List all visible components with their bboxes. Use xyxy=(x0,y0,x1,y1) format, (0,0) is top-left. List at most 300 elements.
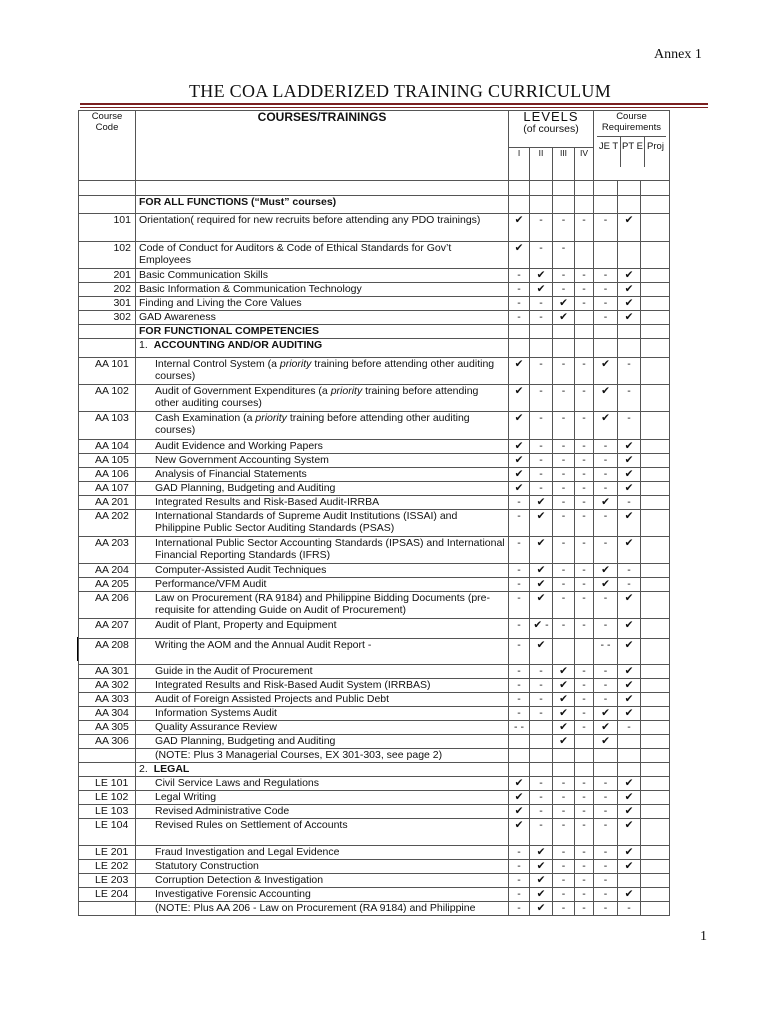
course-code: AA 303 xyxy=(79,693,136,707)
level-mark: - xyxy=(575,454,594,468)
requirement-mark: ✔ xyxy=(618,468,641,482)
level-mark: ✔ xyxy=(509,385,530,412)
course-title xyxy=(136,412,509,440)
level-mark: - xyxy=(575,214,594,242)
empty-cell xyxy=(618,196,641,214)
table-row xyxy=(79,735,670,749)
requirement-mark: - xyxy=(594,482,618,496)
requirements-title: Course Requirements xyxy=(601,111,662,133)
level-label: I xyxy=(509,148,530,181)
course-title: Integrated Results and Risk-Based Audit-IRRBA xyxy=(136,496,509,510)
level-mark: - xyxy=(575,592,594,619)
level-mark: - xyxy=(553,805,575,819)
level-mark: ✔ xyxy=(530,510,553,537)
section-row xyxy=(79,196,670,214)
level-mark: - xyxy=(575,358,594,385)
course-text: Cash Examination (a xyxy=(155,412,256,424)
requirement-mark: ✔ xyxy=(594,496,618,510)
title-rule-thin xyxy=(80,107,708,108)
empty-cell xyxy=(575,196,594,214)
level-mark: ✔ xyxy=(553,311,575,325)
requirement-mark xyxy=(641,805,670,819)
level-mark: - xyxy=(575,777,594,791)
empty-cell xyxy=(594,339,618,358)
course-title: New Government Accounting System xyxy=(136,454,509,468)
section-title: LEGAL xyxy=(153,763,190,775)
requirement-mark: - xyxy=(594,902,618,916)
course-code xyxy=(79,749,136,763)
requirement-mark xyxy=(641,846,670,860)
requirement-mark: - xyxy=(594,874,618,888)
level-mark: - xyxy=(575,679,594,693)
course-text: Audit of Government Expenditures (a xyxy=(155,385,331,397)
course-title: International Public Sector Accounting Standards (IPSAS) and International Financial Reporting Standards (IFRS) xyxy=(136,537,509,564)
empty-cell xyxy=(509,196,530,214)
req-pte: PT E xyxy=(621,137,645,167)
empty-cell xyxy=(594,196,618,214)
requirement-mark: ✔ xyxy=(594,564,618,578)
requirement-mark: ✔ xyxy=(618,440,641,454)
requirement-mark: - xyxy=(618,358,641,385)
requirement-mark xyxy=(641,564,670,578)
section-title: FOR FUNCTIONAL COMPETENCIES xyxy=(139,325,320,337)
table-row xyxy=(79,819,670,846)
course-code: LE 104 xyxy=(79,819,136,846)
requirement-mark xyxy=(641,665,670,679)
level-mark: ✔ xyxy=(530,496,553,510)
requirement-mark: - xyxy=(594,846,618,860)
courses-header: COURSES/TRAININGS xyxy=(136,111,509,181)
empty-cell xyxy=(530,325,553,339)
empty-cell xyxy=(509,325,530,339)
requirement-mark xyxy=(641,440,670,454)
empty-cell xyxy=(594,181,618,196)
empty-cell xyxy=(575,339,594,358)
empty-cell xyxy=(641,339,670,358)
requirement-mark xyxy=(641,385,670,412)
requirement-mark xyxy=(641,454,670,468)
course-code: 101 xyxy=(79,214,136,242)
table-row xyxy=(79,412,670,440)
level-mark: ✔ xyxy=(553,665,575,679)
table-row xyxy=(79,721,670,735)
level-mark: ✔ xyxy=(553,721,575,735)
course-code: 301 xyxy=(79,297,136,311)
course-code: AA 201 xyxy=(79,496,136,510)
requirement-mark: ✔ xyxy=(594,358,618,385)
course-title xyxy=(136,385,509,412)
course-title: Code of Conduct for Auditors & Code of Ethical Standards for Gov’t Employees xyxy=(136,242,509,269)
level-mark: - xyxy=(553,412,575,440)
level-mark: - xyxy=(575,537,594,564)
requirement-mark: - xyxy=(594,805,618,819)
level-mark: - xyxy=(575,564,594,578)
table-row xyxy=(79,665,670,679)
level-mark: ✔ xyxy=(530,902,553,916)
level-mark: - xyxy=(553,874,575,888)
empty-cell xyxy=(641,325,670,339)
requirement-mark xyxy=(641,468,670,482)
course-title: Corruption Detection & Investigation xyxy=(136,874,509,888)
level-mark: ✔ xyxy=(509,214,530,242)
empty-cell xyxy=(575,325,594,339)
level-mark: ✔ - xyxy=(530,619,553,639)
requirement-mark xyxy=(641,819,670,846)
course-title: Information Systems Audit xyxy=(136,707,509,721)
level-mark: ✔ xyxy=(530,846,553,860)
level-mark: - xyxy=(575,440,594,454)
course-title: Revised Administrative Code xyxy=(136,805,509,819)
table-row xyxy=(79,578,670,592)
empty-cell xyxy=(618,339,641,358)
level-mark: - xyxy=(509,510,530,537)
level-mark: - xyxy=(509,707,530,721)
requirement-mark: ✔ xyxy=(618,482,641,496)
level-mark: - xyxy=(553,269,575,283)
empty-cell xyxy=(641,196,670,214)
level-mark: ✔ xyxy=(509,412,530,440)
course-title: GAD Planning, Budgeting and Auditing xyxy=(136,735,509,749)
level-mark: ✔ xyxy=(509,819,530,846)
requirement-mark: ✔ xyxy=(618,860,641,874)
course-code: AA 301 xyxy=(79,665,136,679)
course-title: Legal Writing xyxy=(136,791,509,805)
table-row xyxy=(79,860,670,874)
course-code: AA 202 xyxy=(79,510,136,537)
course-code: LE 102 xyxy=(79,791,136,805)
requirement-mark: ✔ xyxy=(594,721,618,735)
level-mark: ✔ xyxy=(530,564,553,578)
level-mark: - xyxy=(530,311,553,325)
table-row xyxy=(79,214,670,242)
course-code: AA 103 xyxy=(79,412,136,440)
requirement-mark: - xyxy=(594,468,618,482)
requirement-mark xyxy=(641,358,670,385)
level-mark xyxy=(575,749,594,763)
level-mark: - xyxy=(553,468,575,482)
requirement-mark xyxy=(618,242,641,269)
page-number: 1 xyxy=(700,929,707,944)
course-code: AA 102 xyxy=(79,385,136,412)
levels-header xyxy=(509,111,594,148)
requirement-mark: ✔ xyxy=(618,679,641,693)
requirement-mark: ✔ xyxy=(618,297,641,311)
course-text: training before attending other auditing courses) xyxy=(155,358,495,382)
table-row xyxy=(79,358,670,385)
requirement-mark: ✔ xyxy=(618,819,641,846)
title-rule-thick xyxy=(80,103,708,105)
course-title: International Standards of Supreme Audit Institutions (ISSAI) and Philippine Public Sector Auditing Standards (PSAS) xyxy=(136,510,509,537)
course-title: Audit of Foreign Assisted Projects and Public Debt xyxy=(136,693,509,707)
requirement-mark: - xyxy=(594,665,618,679)
level-mark: ✔ xyxy=(530,860,553,874)
level-mark: - xyxy=(553,537,575,564)
requirement-mark xyxy=(594,749,618,763)
requirement-mark xyxy=(641,297,670,311)
level-mark: - xyxy=(553,578,575,592)
level-mark: ✔ xyxy=(553,679,575,693)
req-jet: JE T xyxy=(597,137,621,167)
table-row xyxy=(79,385,670,412)
empty-cell xyxy=(136,181,509,196)
section-row xyxy=(79,763,670,777)
level-mark: - xyxy=(509,564,530,578)
requirement-mark xyxy=(641,777,670,791)
level-mark: - xyxy=(530,297,553,311)
level-mark: - xyxy=(553,846,575,860)
page-title: THE COA LADDERIZED TRAINING CURRICULUM xyxy=(188,81,612,101)
section-title: FOR ALL FUNCTIONS (“Must” courses) xyxy=(139,196,337,208)
table-row xyxy=(79,639,670,665)
requirement-mark: ✔ xyxy=(618,311,641,325)
empty-cell xyxy=(618,181,641,196)
table-row xyxy=(79,454,670,468)
requirement-mark xyxy=(618,735,641,749)
requirement-mark xyxy=(641,619,670,639)
level-mark: - xyxy=(575,412,594,440)
level-mark: - xyxy=(553,283,575,297)
level-mark: ✔ xyxy=(530,283,553,297)
spacer-row xyxy=(79,181,670,196)
level-mark: - xyxy=(509,619,530,639)
level-mark: - xyxy=(530,440,553,454)
level-mark xyxy=(530,735,553,749)
course-title: Quality Assurance Review xyxy=(136,721,509,735)
level-mark: - xyxy=(509,665,530,679)
table-row xyxy=(79,693,670,707)
course-title: Integrated Results and Risk-Based Audit System (IRRBAS) xyxy=(136,679,509,693)
requirements-sub xyxy=(597,136,666,167)
level-mark: - xyxy=(509,860,530,874)
table-row xyxy=(79,496,670,510)
level-mark: - xyxy=(553,510,575,537)
level-mark: ✔ xyxy=(553,297,575,311)
requirement-mark xyxy=(641,537,670,564)
course-title: Law on Procurement (RA 9184) and Philippine Bidding Documents (pre-requisite for attending Guide on Audit of Procurement) xyxy=(136,592,509,619)
level-mark: - xyxy=(575,707,594,721)
requirement-mark: ✔ xyxy=(618,269,641,283)
requirement-mark: - xyxy=(618,578,641,592)
course-code: AA 302 xyxy=(79,679,136,693)
level-mark: - xyxy=(553,902,575,916)
requirement-mark: ✔ xyxy=(618,791,641,805)
table-row xyxy=(79,482,670,496)
empty-cell xyxy=(618,325,641,339)
course-code: AA 204 xyxy=(79,564,136,578)
requirement-mark: ✔ xyxy=(618,283,641,297)
empty-cell xyxy=(575,763,594,777)
course-code: AA 205 xyxy=(79,578,136,592)
course-title: GAD Planning, Budgeting and Auditing xyxy=(136,482,509,496)
level-mark xyxy=(575,639,594,665)
level-mark: - xyxy=(575,805,594,819)
levels-title: LEVELS xyxy=(523,110,579,124)
empty-cell xyxy=(509,339,530,358)
requirement-mark xyxy=(618,749,641,763)
empty-cell xyxy=(79,763,136,777)
level-mark: - xyxy=(575,874,594,888)
requirement-mark: ✔ xyxy=(618,777,641,791)
course-title: Audit of Plant, Property and Equipment xyxy=(136,619,509,639)
requirement-mark: - xyxy=(594,311,618,325)
requirement-mark: - xyxy=(594,269,618,283)
table-row xyxy=(79,902,670,916)
requirement-mark xyxy=(641,860,670,874)
req-proj: Proj xyxy=(647,141,664,152)
requirement-mark xyxy=(641,283,670,297)
level-mark: - xyxy=(530,693,553,707)
requirement-mark: ✔ xyxy=(618,592,641,619)
requirement-mark xyxy=(641,888,670,902)
level-mark: - xyxy=(530,468,553,482)
requirement-mark xyxy=(641,412,670,440)
level-mark: - xyxy=(530,707,553,721)
course-code: LE 201 xyxy=(79,846,136,860)
level-mark: - xyxy=(553,819,575,846)
section-row xyxy=(79,339,670,358)
level-mark: - xyxy=(575,888,594,902)
level-mark: - xyxy=(509,592,530,619)
course-code: LE 202 xyxy=(79,860,136,874)
course-code: 102 xyxy=(79,242,136,269)
level-mark: - xyxy=(575,665,594,679)
requirement-mark xyxy=(641,902,670,916)
level-mark: - xyxy=(509,874,530,888)
level-mark: - - xyxy=(509,721,530,735)
empty-cell xyxy=(79,181,136,196)
level-mark: ✔ xyxy=(509,482,530,496)
empty-cell xyxy=(79,196,136,214)
level-mark: - xyxy=(575,819,594,846)
requirement-mark xyxy=(641,482,670,496)
course-code xyxy=(79,902,136,916)
section-heading xyxy=(136,325,509,339)
requirement-mark: ✔ xyxy=(618,805,641,819)
course-code-header: Course Code xyxy=(79,111,136,181)
level-mark: - xyxy=(509,693,530,707)
table-row xyxy=(79,440,670,454)
requirement-mark: - xyxy=(618,385,641,412)
requirement-mark xyxy=(641,639,670,665)
requirement-mark xyxy=(641,592,670,619)
level-label: IV xyxy=(575,148,594,181)
level-mark: - xyxy=(530,454,553,468)
table-row xyxy=(79,749,670,763)
requirement-mark: - xyxy=(594,214,618,242)
requirement-mark xyxy=(641,721,670,735)
curriculum-table xyxy=(78,110,670,916)
requirement-mark xyxy=(641,679,670,693)
requirement-mark: ✔ xyxy=(618,707,641,721)
level-mark: ✔ xyxy=(509,805,530,819)
level-mark: ✔ xyxy=(509,791,530,805)
level-mark: - xyxy=(530,358,553,385)
level-mark: - xyxy=(553,214,575,242)
requirement-mark: - xyxy=(594,791,618,805)
level-mark: - xyxy=(575,902,594,916)
course-code: AA 105 xyxy=(79,454,136,468)
level-mark: ✔ xyxy=(509,454,530,468)
table-row xyxy=(79,510,670,537)
level-mark: - xyxy=(553,358,575,385)
empty-cell xyxy=(553,181,575,196)
level-mark: ✔ xyxy=(509,777,530,791)
requirement-mark: ✔ xyxy=(594,578,618,592)
emphasis-text: priority xyxy=(330,385,363,397)
level-mark: - xyxy=(553,496,575,510)
requirement-mark: - xyxy=(594,619,618,639)
level-mark: - xyxy=(530,665,553,679)
level-label: III xyxy=(553,148,575,181)
level-mark: - xyxy=(553,791,575,805)
empty-cell xyxy=(530,763,553,777)
course-code: LE 101 xyxy=(79,777,136,791)
table-row xyxy=(79,297,670,311)
level-mark: - xyxy=(553,860,575,874)
table-row xyxy=(79,311,670,325)
level-mark: - xyxy=(530,214,553,242)
level-mark: ✔ xyxy=(553,735,575,749)
course-title: Performance/VFM Audit xyxy=(136,578,509,592)
requirement-mark: - xyxy=(594,777,618,791)
course-code: AA 106 xyxy=(79,468,136,482)
empty-cell xyxy=(641,181,670,196)
course-code: AA 306 xyxy=(79,735,136,749)
requirement-mark xyxy=(594,242,618,269)
level-mark: - xyxy=(509,269,530,283)
requirement-mark: ✔ xyxy=(618,639,641,665)
level-mark: ✔ xyxy=(530,578,553,592)
level-mark: ✔ xyxy=(553,693,575,707)
level-mark: - xyxy=(509,496,530,510)
level-mark: - xyxy=(575,269,594,283)
level-mark xyxy=(509,749,530,763)
table-row xyxy=(79,283,670,297)
requirement-mark xyxy=(641,707,670,721)
table-row xyxy=(79,619,670,639)
requirement-mark: ✔ xyxy=(618,693,641,707)
table-row xyxy=(79,846,670,860)
level-mark: - xyxy=(575,578,594,592)
level-mark: - xyxy=(553,564,575,578)
course-title: Basic Information & Communication Technology xyxy=(136,283,509,297)
level-mark: ✔ xyxy=(530,639,553,665)
level-mark: - xyxy=(530,791,553,805)
requirement-mark: - xyxy=(594,297,618,311)
empty-cell xyxy=(553,196,575,214)
level-mark: - xyxy=(509,578,530,592)
level-mark xyxy=(575,735,594,749)
empty-cell xyxy=(594,325,618,339)
requirement-mark xyxy=(641,791,670,805)
level-mark: - xyxy=(530,482,553,496)
header-row xyxy=(79,111,670,148)
level-mark xyxy=(530,749,553,763)
course-code: 202 xyxy=(79,283,136,297)
course-title: Audit Evidence and Working Papers xyxy=(136,440,509,454)
empty-cell xyxy=(553,325,575,339)
course-title: Revised Rules on Settlement of Accounts xyxy=(136,819,509,846)
empty-cell xyxy=(530,339,553,358)
requirement-mark: ✔ xyxy=(594,735,618,749)
empty-cell xyxy=(618,763,641,777)
table-row xyxy=(79,777,670,791)
course-title: Orientation( required for new recruits before attending any PDO trainings) xyxy=(136,214,509,242)
level-mark: - xyxy=(509,846,530,860)
empty-cell xyxy=(530,181,553,196)
course-code: LE 203 xyxy=(79,874,136,888)
course-text: training before attending other auditing courses) xyxy=(155,385,479,409)
